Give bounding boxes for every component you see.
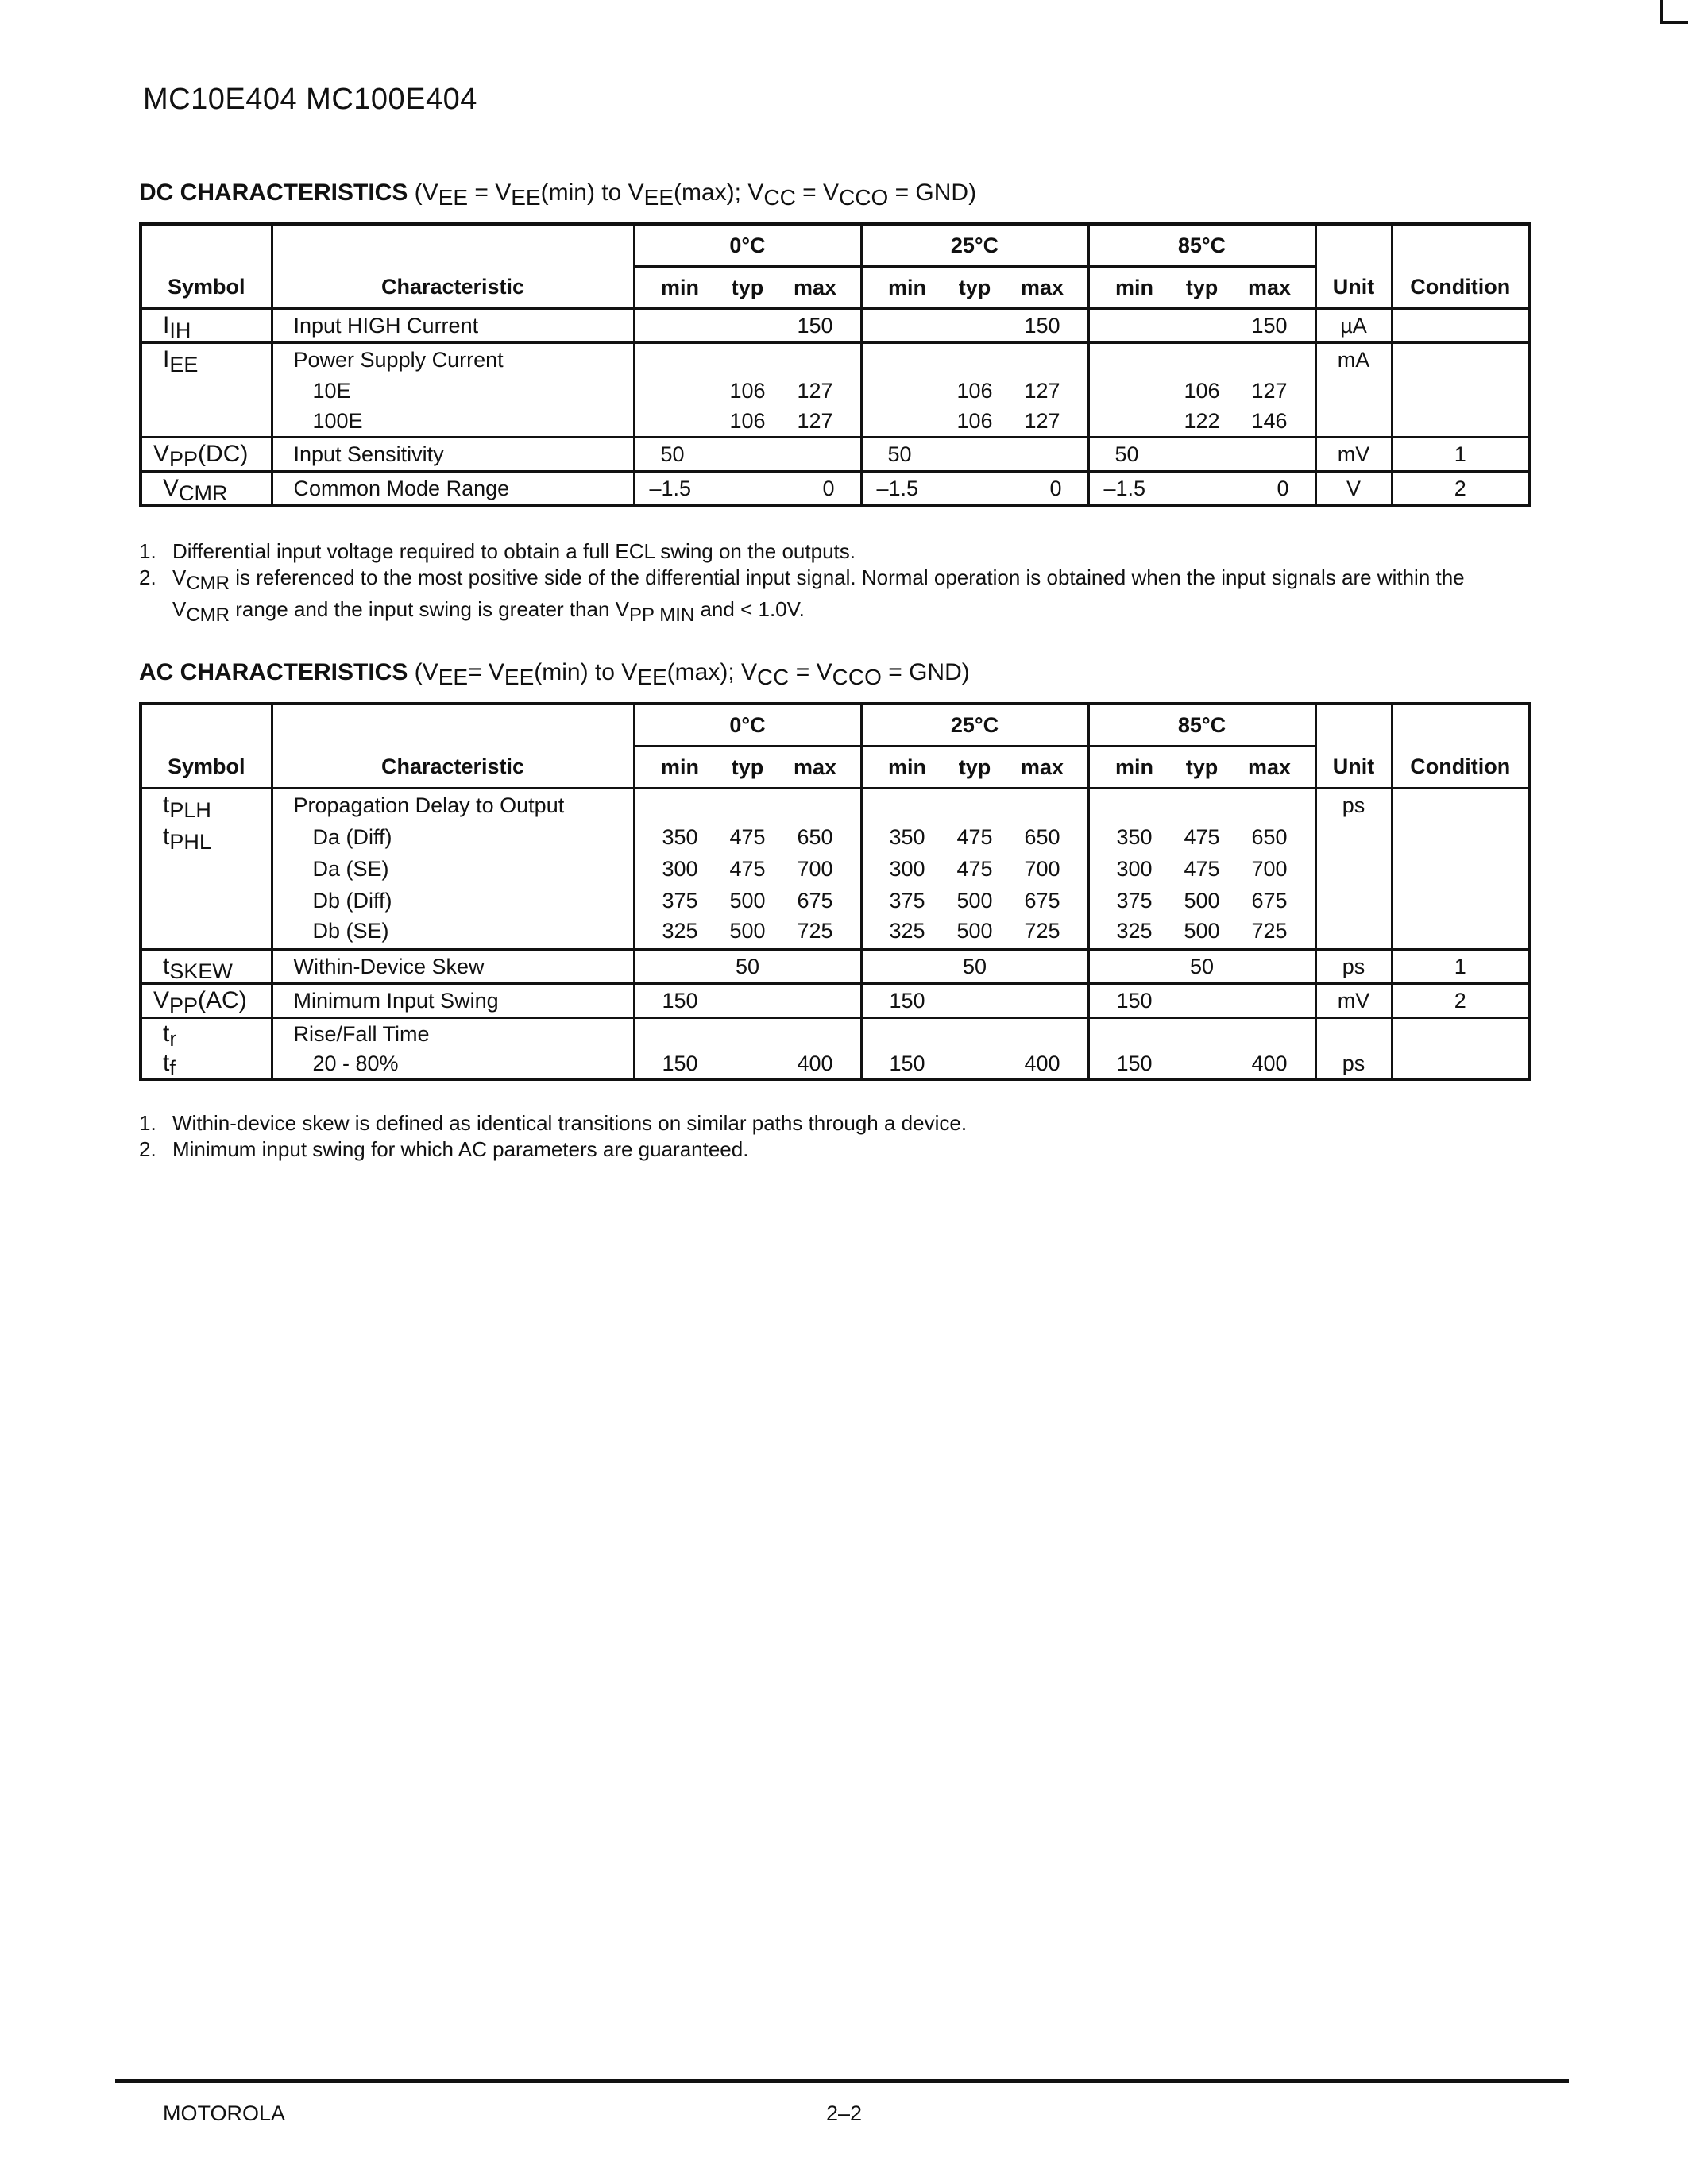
dc-iee-label-10e: 10E (312, 379, 351, 403)
ac-vpp-condition: 2 (1454, 989, 1466, 1013)
table-row (141, 789, 1529, 950)
ac-prop-label-db-se: Db (SE) (312, 919, 389, 943)
ac-symbol-tf: $t_f$ (163, 1050, 176, 1080)
ac-prop-values-0 (634, 789, 861, 950)
ac-subheader-25: min typ max (861, 747, 1088, 789)
ac-prop-value-min: 325 (1116, 919, 1153, 943)
ac-vpp-min-0: 150 (662, 989, 698, 1013)
dc-header-characteristic: Characteristic (272, 224, 634, 309)
ac-header-unit: Unit (1315, 704, 1392, 789)
ac-prop-value-max: 675 (1251, 889, 1288, 913)
ac-title-bold: AC CHARACTERISTICS (139, 659, 408, 685)
ac-symbol-tr: $t_r$ (163, 1021, 177, 1051)
dc-subheader-0: min typ max (634, 267, 861, 309)
dc-iee-100e-typ-0: 106 (729, 409, 766, 433)
dc-vpp-unit: mV (1337, 442, 1370, 466)
ac-prop-value-min: 375 (889, 889, 925, 913)
ac-prop-value-min: 350 (1116, 825, 1153, 849)
dc-char-vpp: Input Sensitivity (293, 442, 444, 466)
ac-prop-value-max: 725 (1251, 919, 1288, 943)
ac-prop-value-max: 650 (1251, 825, 1288, 849)
ac-prop-label-db-diff: Db (Diff) (312, 889, 392, 913)
dc-vcmr-condition: 2 (1454, 477, 1466, 500)
ac-prop-value-typ: 500 (729, 889, 766, 913)
ac-prop-value-max: 700 (797, 857, 833, 881)
ac-rise-min-0: 150 (662, 1051, 698, 1075)
dc-vpp-min-0: 50 (660, 442, 685, 466)
dc-subheader-25: min typ max (861, 267, 1088, 309)
dc-vcmr-min-85: –1.5 (1103, 477, 1146, 500)
ac-header-temp-0: 0°C (634, 704, 861, 747)
ac-symbol-tskew: $t_{SKEW}$ (163, 953, 233, 983)
ac-prop-value-typ: 500 (956, 889, 993, 913)
dc-header-symbol: Symbol (141, 224, 272, 309)
corner-crop-mark (1660, 0, 1688, 24)
ac-prop-value-typ: 475 (1184, 857, 1220, 881)
ac-prop-value-min: 300 (662, 857, 698, 881)
dc-header-condition: Condition (1392, 224, 1529, 309)
dc-vpp-min-25: 50 (887, 442, 912, 466)
ac-prop-values-85 (1088, 789, 1315, 950)
ac-prop-value-min: 300 (1116, 857, 1153, 881)
dc-iih-max-25: 150 (1024, 314, 1060, 338)
ac-header-symbol: Symbol (141, 704, 272, 789)
dc-vcmr-max-85: 0 (1277, 477, 1289, 500)
dc-iee-100e-max-85: 146 (1251, 409, 1288, 433)
dc-characteristics-table (139, 222, 1531, 507)
dc-vcmr-unit: V (1346, 477, 1361, 500)
dc-iee-100e-typ-85: 122 (1184, 409, 1220, 433)
ac-prop-value-max: 675 (797, 889, 833, 913)
dc-symbol-iee: $I_{EE}$ (163, 346, 199, 376)
dc-note-2: 2. $V_{CMR}$ is referenced to the most positive side of the differential input signal. Normal operation is obtained when the input signals are within the $V_{CMR}$ range and the input swing is greater than $V_{PP MIN}$ and < 1.0V. (139, 565, 1465, 626)
dc-iee-100e-max-0: 127 (797, 409, 833, 433)
ac-skew-typ-85: 50 (1189, 955, 1215, 978)
ac-note-1: 1. Within-device skew is defined as identical transitions on similar paths through a device. (139, 1111, 968, 1135)
ac-char-skew: Within-Device Skew (293, 955, 485, 978)
ac-prop-value-max: 700 (1024, 857, 1060, 881)
dc-char-iih: Input HIGH Current (293, 314, 479, 338)
ac-prop-label-da-se: Da (SE) (312, 857, 389, 881)
ac-char-vpp: Minimum Input Swing (293, 989, 499, 1013)
dc-iih-unit: µA (1340, 314, 1367, 338)
dc-iee-10e-max-0: 127 (797, 379, 833, 403)
dc-iee-10e-max-85: 127 (1251, 379, 1288, 403)
dc-iih-max-0: 150 (797, 314, 833, 338)
ac-header-temp-85: 85°C (1088, 704, 1315, 747)
ac-prop-value-max: 675 (1024, 889, 1060, 913)
dc-vcmr-max-25: 0 (1049, 477, 1062, 500)
ac-prop-value-typ: 475 (956, 825, 993, 849)
ac-prop-values-25 (861, 789, 1088, 950)
ac-rise-max-0: 400 (797, 1051, 833, 1075)
table-row (141, 438, 1529, 472)
ac-rise-unit: ps (1342, 1051, 1365, 1075)
table-row (141, 984, 1529, 1018)
dc-header-unit: Unit (1315, 224, 1392, 309)
ac-prop-value-max: 650 (1024, 825, 1060, 849)
ac-characteristics-table (139, 702, 1531, 1081)
ac-vpp-min-85: 150 (1116, 989, 1153, 1013)
ac-symbol-vpp: $V_{PP}(AC)$ (153, 987, 247, 1017)
dc-subheader-85: min typ max (1088, 267, 1315, 309)
ac-prop-value-typ: 500 (1184, 889, 1220, 913)
ac-skew-typ-0: 50 (735, 955, 760, 978)
ac-header-condition: Condition (1392, 704, 1529, 789)
ac-rise-max-85: 400 (1251, 1051, 1288, 1075)
table-row (141, 472, 1529, 507)
dc-vcmr-min-0: –1.5 (649, 477, 692, 500)
dc-symbol-vpp: $V_{PP}(DC)$ (153, 441, 249, 471)
ac-header-temp-25: 25°C (861, 704, 1088, 747)
dc-vcmr-max-0: 0 (822, 477, 835, 500)
dc-iih-max-85: 150 (1251, 314, 1288, 338)
ac-prop-unit: ps (1342, 793, 1365, 817)
ac-prop-value-typ: 500 (956, 919, 993, 943)
dc-header-temp-85: 85°C (1088, 224, 1315, 267)
dc-symbol-iih: $I_{IH}$ (163, 312, 191, 342)
ac-notes (139, 1110, 1537, 1163)
dc-vpp-condition: 1 (1454, 442, 1466, 466)
ac-skew-unit: ps (1342, 955, 1365, 978)
ac-prop-value-typ: 475 (1184, 825, 1220, 849)
dc-title-bold: DC CHARACTERISTICS (139, 179, 408, 206)
dc-vpp-min-85: 50 (1114, 442, 1139, 466)
ac-rise-label: 20 - 80% (312, 1051, 399, 1075)
ac-rise-min-25: 150 (889, 1051, 925, 1075)
dc-char-vcmr: Common Mode Range (293, 477, 510, 500)
ac-subheader-85: min typ max (1088, 747, 1315, 789)
ac-vpp-min-25: 150 (889, 989, 925, 1013)
ac-char-propagation: Propagation Delay to Output (293, 793, 565, 817)
table-row (141, 309, 1529, 343)
ac-prop-value-min: 300 (889, 857, 925, 881)
footer-brand: MOTOROLA (163, 2101, 286, 2125)
ac-prop-value-max: 700 (1251, 857, 1288, 881)
ac-prop-value-max: 725 (1024, 919, 1060, 943)
ac-skew-typ-25: 50 (962, 955, 987, 978)
ac-header-characteristic: Characteristic (272, 704, 634, 789)
ac-prop-value-min: 350 (889, 825, 925, 849)
footer-page-number: 2–2 (826, 2101, 863, 2125)
dc-notes (139, 538, 1537, 628)
ac-prop-value-typ: 500 (729, 919, 766, 943)
ac-symbol-tphl: $t_{PHL}$ (163, 824, 211, 854)
dc-note-1: 1. Differential input voltage required to obtain a full ECL swing on the outputs. (139, 539, 856, 563)
dc-iee-100e-max-25: 127 (1024, 409, 1060, 433)
dc-iee-10e-typ-85: 106 (1184, 379, 1220, 403)
ac-section-title: AC CHARACTERISTICS ($V_{EE}= V_{EE}(\min)$ to $V_{EE}(\max)$; $V_{CC} = V_{CCO} = GND$) (139, 659, 970, 689)
footer-rule (115, 2079, 1569, 2083)
ac-vpp-unit: mV (1337, 989, 1370, 1013)
ac-prop-value-typ: 500 (1184, 919, 1220, 943)
dc-iee-100e-typ-25: 106 (956, 409, 993, 433)
table-row (141, 1018, 1529, 1080)
dc-iee-10e-typ-0: 106 (729, 379, 766, 403)
ac-prop-value-min: 375 (662, 889, 698, 913)
dc-iee-10e-typ-25: 106 (956, 379, 993, 403)
table-row (141, 950, 1529, 984)
document-title: MC10E404 MC100E404 (143, 83, 477, 116)
ac-prop-value-min: 350 (662, 825, 698, 849)
ac-rise-max-25: 400 (1024, 1051, 1060, 1075)
ac-subheader-0: min typ max (634, 747, 861, 789)
dc-section-title: DC CHARACTERISTICS ($V_{EE} = V_{EE}(\min)$ to $V_{EE}(\max)$; $V_{CC} = V_{CCO} = GND$) (139, 179, 977, 210)
ac-prop-value-max: 650 (797, 825, 833, 849)
ac-prop-value-typ: 475 (956, 857, 993, 881)
ac-note-2: 2. Minimum input swing for which AC parameters are guaranteed. (139, 1137, 749, 1161)
ac-prop-value-min: 325 (662, 919, 698, 943)
table-row (141, 343, 1529, 438)
dc-iee-label-100e: 100E (312, 409, 363, 433)
dc-header-temp-25: 25°C (861, 224, 1088, 267)
ac-char-rise-fall: Rise/Fall Time (293, 1022, 430, 1046)
ac-prop-value-typ: 475 (729, 857, 766, 881)
ac-rise-min-85: 150 (1116, 1051, 1153, 1075)
dc-iee-unit: mA (1337, 348, 1370, 372)
dc-char-iee: Power Supply Current (293, 348, 504, 372)
ac-prop-value-max: 725 (797, 919, 833, 943)
dc-header-temp-0: 0°C (634, 224, 861, 267)
ac-skew-condition: 1 (1454, 955, 1466, 978)
ac-prop-value-min: 375 (1116, 889, 1153, 913)
dc-iih-condition (1393, 310, 1528, 341)
ac-symbol-tplh: $t_{PLH}$ (163, 792, 211, 822)
ac-prop-value-typ: 475 (729, 825, 766, 849)
ac-prop-value-min: 325 (889, 919, 925, 943)
dc-iee-10e-max-25: 127 (1024, 379, 1060, 403)
dc-symbol-vcmr: $V_{CMR}$ (163, 475, 228, 505)
ac-prop-label-da-diff: Da (Diff) (312, 825, 392, 849)
dc-vcmr-min-25: –1.5 (876, 477, 919, 500)
